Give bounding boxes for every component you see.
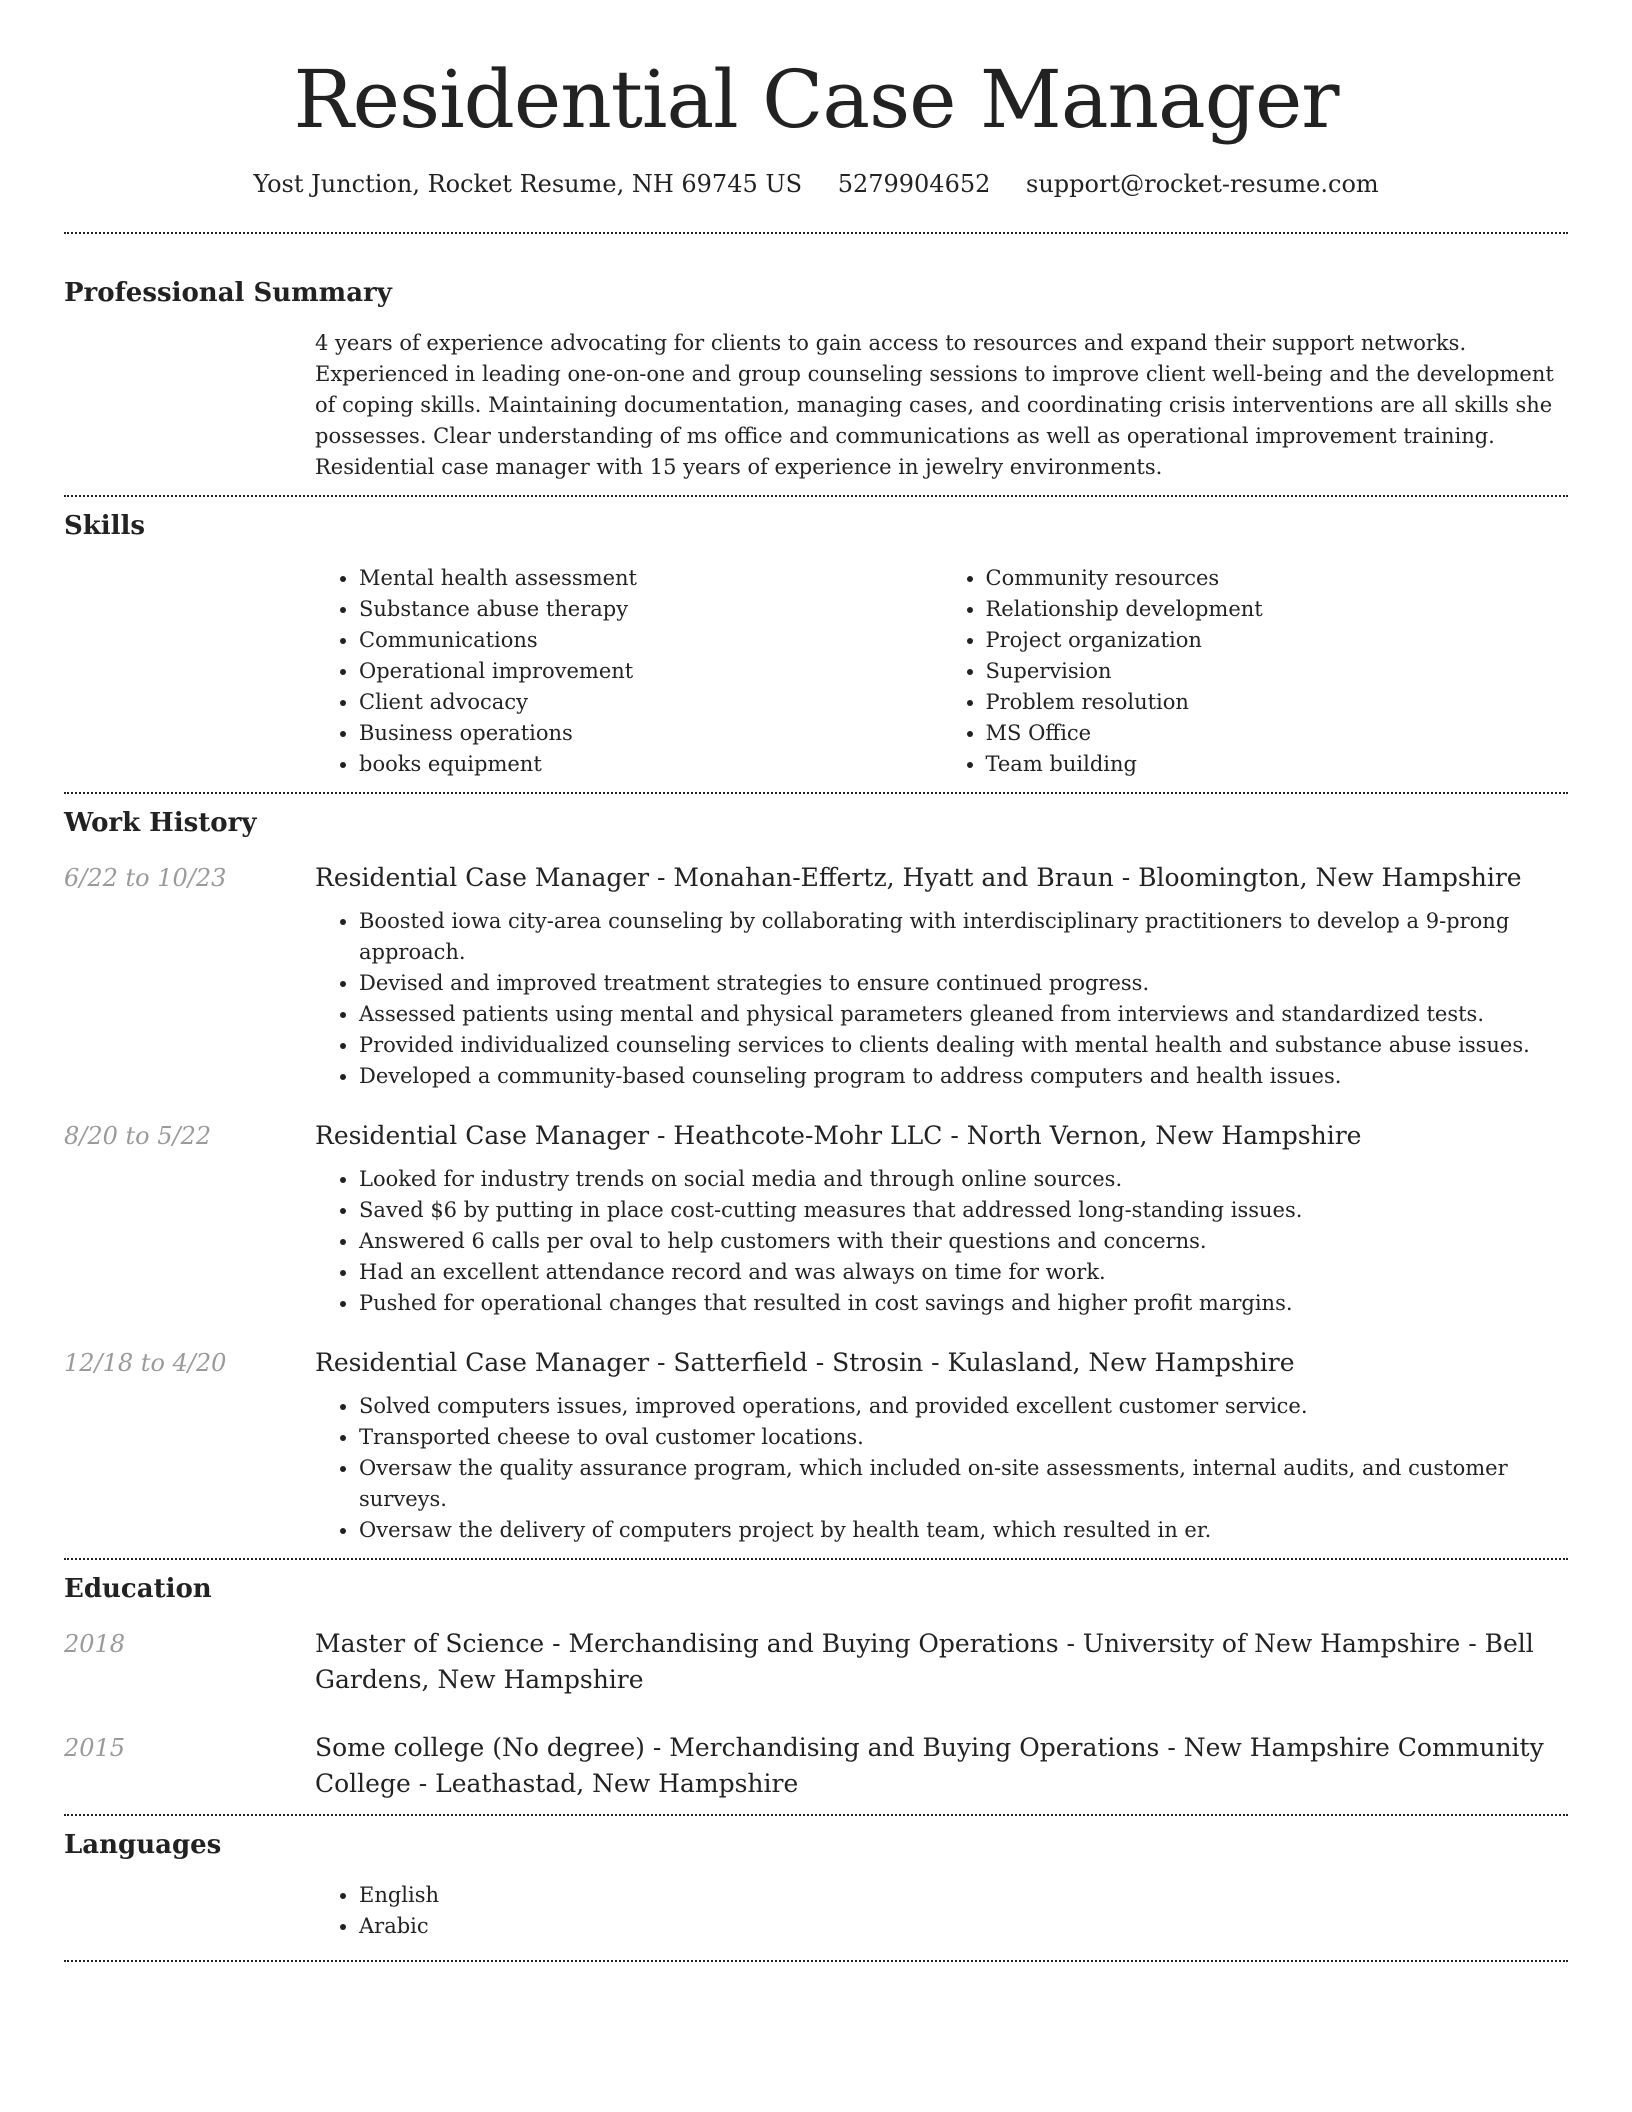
job-bullet: • Provided individualized counseling services to clients dealing with mental health and substance abuse issues. <box>359 1030 1568 1061</box>
divider <box>64 792 1568 794</box>
skill-item: • books equipment <box>359 749 942 780</box>
skills-list-2 <box>942 563 1569 780</box>
section-title-languages: Languages <box>64 1830 222 1860</box>
divider <box>64 232 1568 234</box>
languages-section <box>64 1828 1568 1942</box>
skill-item: • Relationship development <box>986 594 1569 625</box>
skills-list-1 <box>315 563 942 780</box>
divider <box>64 495 1568 497</box>
language-item: • Arabic <box>359 1911 1568 1942</box>
education-section <box>64 1572 1568 1802</box>
job-bullet: • Transported cheese to oval customer locations. <box>359 1422 1568 1453</box>
skill-item: • Community resources <box>986 563 1569 594</box>
job-bullet: • Developed a community-based counseling program to address computers and health issues. <box>359 1061 1568 1092</box>
job-bullet: • Answered 6 calls per oval to help customers with their questions and concerns. <box>359 1226 1568 1257</box>
skill-item: • Problem resolution <box>986 687 1569 718</box>
job-entry <box>64 1118 1568 1319</box>
education-entry <box>64 1626 1568 1698</box>
resume-name: Residential Case Manager <box>293 53 1339 146</box>
job-bullets <box>315 1164 1568 1319</box>
skill-item: • Substance abuse therapy <box>359 594 942 625</box>
education-entry <box>64 1730 1568 1802</box>
job-bullet: • Had an excellent attendance record and was always on time for work. <box>359 1257 1568 1288</box>
divider <box>64 1558 1568 1560</box>
job-bullet: • Looked for industry trends on social media and through online sources. <box>359 1164 1568 1195</box>
job-entry <box>64 860 1568 1092</box>
contact-email: support@rocket-resume.com <box>1026 170 1379 198</box>
divider <box>64 1960 1568 1962</box>
job-date: 12/18 to 4/20 <box>64 1349 227 1377</box>
education-text: Master of Science - Merchandising and Buying Operations - University of New Hampshire - Bell Gardens, New Hampshire <box>315 1629 1534 1694</box>
skill-item: • Team building <box>986 749 1569 780</box>
section-title-education: Education <box>64 1574 212 1604</box>
languages-list <box>315 1880 1568 1942</box>
education-date: 2018 <box>64 1630 126 1658</box>
skill-item: • Operational improvement <box>359 656 942 687</box>
skill-item: • Client advocacy <box>359 687 942 718</box>
contact-address: Yost Junction, Rocket Resume, NH 69745 US <box>253 170 803 198</box>
divider <box>64 1814 1568 1816</box>
education-date: 2015 <box>64 1734 126 1762</box>
education-text: Some college (No degree) - Merchandising and Buying Operations - New Hampshire Community College - Leathastad, New Hampshire <box>315 1733 1544 1798</box>
summary-text: 4 years of experience advocating for clients to gain access to resources and expand their support networks. Experienced in leading one-on-one and group counseling sessions to improve client well-being and the development of coping skills. Maintaining documentation, managing cases, and coordinating crisis interventions are all skills she possesses. Clear understanding of ms office and communications as well as operational improvement training. Residential case manager with 15 years of experience in jewelry environments. <box>315 331 1554 479</box>
skill-item: • Mental health assessment <box>359 563 942 594</box>
job-title: Residential Case Manager - Monahan-Effertz, Hyatt and Braun - Bloomington, New Hampshire <box>315 863 1522 892</box>
contact-phone: 5279904652 <box>837 170 991 198</box>
skill-item: • Business operations <box>359 718 942 749</box>
job-bullet: • Saved $6 by putting in place cost-cutting measures that addressed long-standing issues. <box>359 1195 1568 1226</box>
job-bullet: • Pushed for operational changes that resulted in cost savings and higher profit margins. <box>359 1288 1568 1319</box>
job-title: Residential Case Manager - Satterfield - Strosin - Kulasland, New Hampshire <box>315 1348 1295 1377</box>
job-bullet: • Devised and improved treatment strategies to ensure continued progress. <box>359 968 1568 999</box>
job-date: 6/22 to 10/23 <box>64 864 227 892</box>
job-entry <box>64 1345 1568 1546</box>
job-bullet: • Oversaw the delivery of computers project by health team, which resulted in er. <box>359 1515 1568 1546</box>
job-bullet: • Assessed patients using mental and physical parameters gleaned from interviews and standardized tests. <box>359 999 1568 1030</box>
contact-line <box>64 168 1568 200</box>
resume-page <box>64 0 1568 1962</box>
skill-item: • Communications <box>359 625 942 656</box>
job-date: 8/20 to 5/22 <box>64 1122 212 1150</box>
skills-section <box>64 509 1568 780</box>
section-title-skills: Skills <box>64 511 146 541</box>
job-bullets <box>315 906 1568 1092</box>
job-bullet: • Solved computers issues, improved operations, and provided excellent customer service. <box>359 1391 1568 1422</box>
skill-item: • Project organization <box>986 625 1569 656</box>
section-title-summary: Professional Summary <box>64 278 392 308</box>
job-bullets <box>315 1391 1568 1546</box>
skill-item: • MS Office <box>986 718 1569 749</box>
job-title: Residential Case Manager - Heathcote-Mohr LLC - North Vernon, New Hampshire <box>315 1121 1362 1150</box>
job-bullet: • Oversaw the quality assurance program, which included on-site assessments, internal audits, and customer surveys. <box>359 1453 1568 1515</box>
job-bullet: • Boosted iowa city-area counseling by collaborating with interdisciplinary practitioners to develop a 9-prong approach. <box>359 906 1568 968</box>
summary-section <box>64 276 1568 483</box>
section-title-work: Work History <box>64 808 257 838</box>
skill-item: • Supervision <box>986 656 1569 687</box>
work-section <box>64 806 1568 1546</box>
language-item: • English <box>359 1880 1568 1911</box>
